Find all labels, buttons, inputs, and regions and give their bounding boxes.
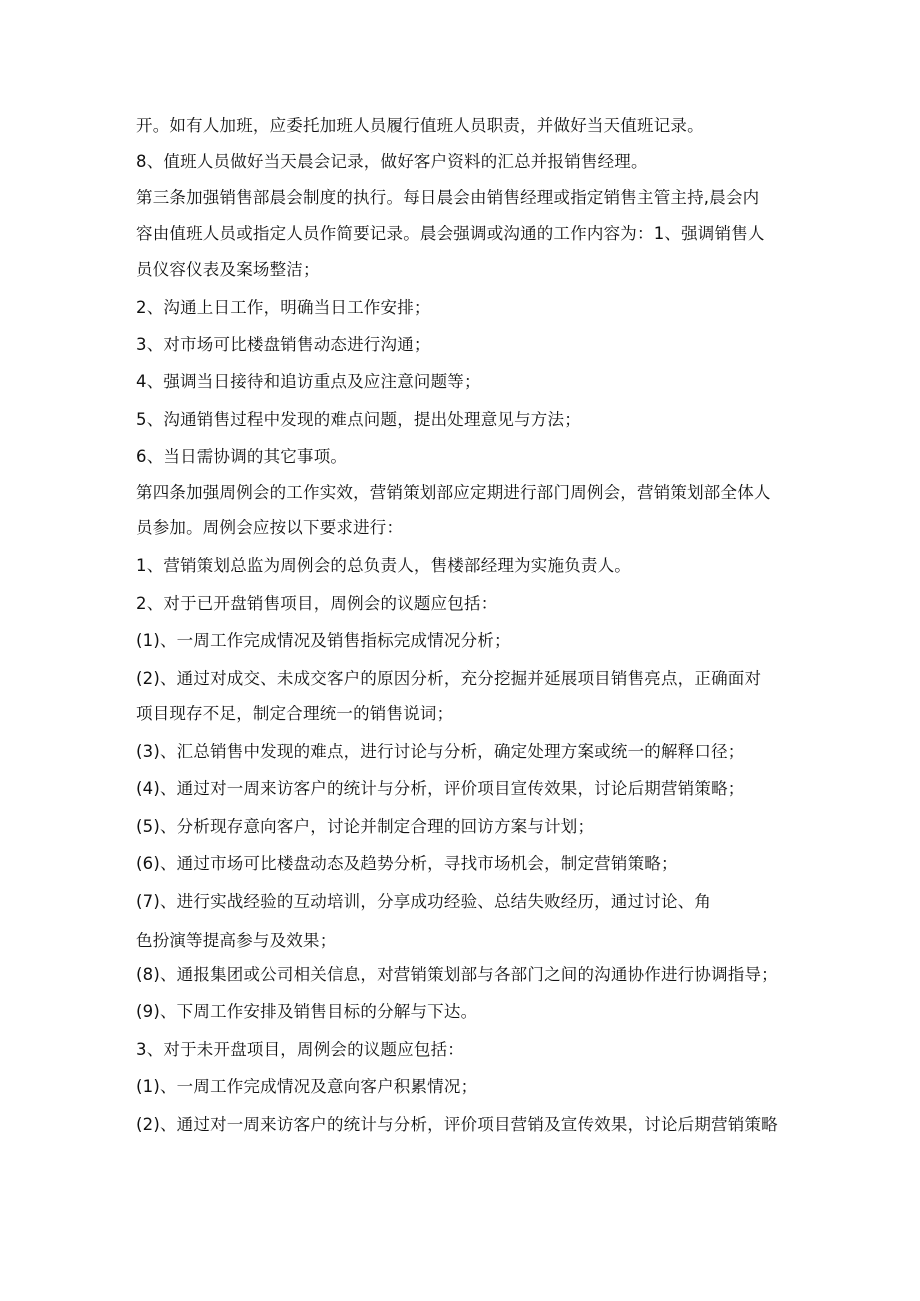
text-line: (7)、进行实战经验的互动培训，分享成功经验、总结失败经历，通过讨论、角: [136, 892, 712, 911]
text-line: 5、沟通销售过程中发现的难点问题，提出处理意见与方法；: [136, 410, 581, 429]
text-line: (3)、汇总销售中发现的难点，进行讨论与分析，确定处理方案或统一的解释口径；: [136, 742, 745, 761]
text-line: 6、当日需协调的其它事项。: [136, 447, 348, 466]
text-line: 第三条加强销售部晨会制度的执行。每日晨会由销售经理或指定销售主管主持,晨会内: [136, 188, 760, 207]
text-line: (9)、下周工作安排及销售目标的分解与下达。: [136, 1002, 478, 1021]
text-line: 员参加。周例会应按以下要求进行：: [136, 518, 404, 537]
text-line: (2)、通过对一周来访客户的统计与分析，评价项目营销及宣传效果，讨论后期营销策略: [136, 1115, 778, 1134]
text-line: (6)、通过市场可比楼盘动态及趋势分析，寻找市场机会，制定营销策略；: [136, 854, 678, 873]
text-line: 员仪容仪表及案场整洁；: [136, 260, 320, 279]
text-line: 开。如有人加班，应委托加班人员履行值班人员职责，并做好当天值班记录。: [136, 116, 704, 135]
text-line: (1)、一周工作完成情况及销售指标完成情况分析；: [136, 631, 511, 650]
text-line: 第四条加强周例会的工作实效，营销策划部应定期进行部门周例会，营销策划部全体人: [136, 483, 771, 502]
text-line: 2、对于已开盘销售项目，周例会的议题应包括：: [136, 594, 498, 613]
text-line: (2)、通过对成交、未成交客户的原因分析，充分挖掘并延展项目销售亮点，正确面对: [136, 669, 762, 688]
text-line: 色扮演等提高参与及效果；: [136, 931, 337, 950]
text-line: 1、营销策划总监为周例会的总负责人，售楼部经理为实施负责人。: [136, 556, 631, 575]
text-line: 容由值班人员或指定人员作简要记录。晨会强调或沟通的工作内容为：1、强调销售人: [136, 224, 765, 243]
text-line: 8、值班人员做好当天晨会记录，做好客户资料的汇总并报销售经理。: [136, 152, 648, 171]
text-line: (1)、一周工作完成情况及意向客户积累情况；: [136, 1077, 478, 1096]
text-line: 3、对市场可比楼盘销售动态进行沟通；: [136, 335, 431, 354]
text-line: (5)、分析现存意向客户，讨论并制定合理的回访方案与计划；: [136, 817, 595, 836]
text-line: (4)、通过对一周来访客户的统计与分析，评价项目宣传效果，讨论后期营销策略；: [136, 779, 745, 798]
text-line: (8)、通报集团或公司相关信息，对营销策划部与各部门之间的沟通协作进行协调指导；: [136, 965, 778, 984]
text-line: 2、沟通上日工作，明确当日工作安排；: [136, 298, 431, 317]
text-line: 项目现存不足，制定合理统一的销售说词；: [136, 704, 454, 723]
text-line: 3、对于未开盘项目，周例会的议题应包括：: [136, 1040, 464, 1059]
text-line: 4、强调当日接待和追访重点及应注意问题等；: [136, 372, 481, 391]
